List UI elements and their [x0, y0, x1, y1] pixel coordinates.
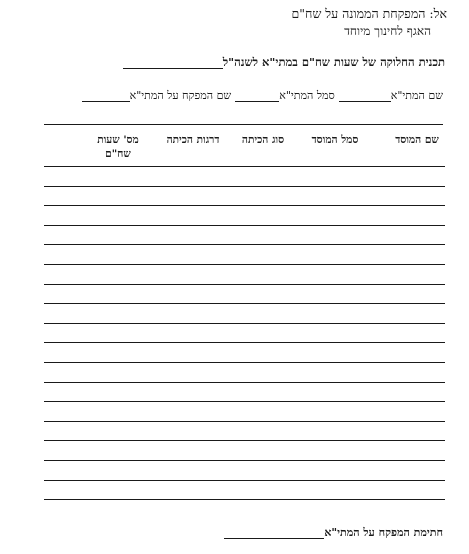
form-title-text: תכנית החלוקה של שעות שח"ם במתי"א לשנה"ל: [222, 55, 445, 69]
recipient-line: אל: המפקחת הממונה על שח"ם: [291, 6, 447, 21]
column-hours-count: [95, 133, 141, 161]
table-row[interactable]: [44, 303, 445, 304]
column-class-grades: דרגות הכיתה: [166, 134, 220, 146]
signature-label: חתימת המפקח על המתי"א: [324, 526, 443, 539]
mati-code-label: סמל המתי"א: [279, 89, 335, 102]
table-row[interactable]: [44, 264, 445, 265]
table-row[interactable]: [44, 480, 445, 481]
department-line: האגף לחינוך מיוחד: [344, 24, 431, 38]
table-top-divider: [44, 124, 443, 125]
mati-name-label: שם המתי"א: [390, 89, 443, 102]
table-row[interactable]: [44, 421, 445, 422]
mati-code-field[interactable]: [235, 90, 279, 102]
column-class-type: סוג הכיתה: [241, 134, 285, 146]
table-row[interactable]: [44, 362, 445, 363]
column-hours-count-text: מס' שעות שח"ם: [97, 134, 139, 160]
column-institution-code: סמל המוסד: [311, 134, 359, 146]
table-row[interactable]: [44, 440, 445, 441]
school-year-field[interactable]: [123, 57, 223, 69]
table-row[interactable]: [44, 284, 445, 285]
table-row[interactable]: [44, 166, 445, 167]
signature-row: [224, 526, 443, 539]
table-row[interactable]: [44, 244, 445, 245]
column-institution-name: שם המוסד: [395, 134, 439, 146]
table-row[interactable]: [44, 342, 445, 343]
table-row[interactable]: [44, 205, 445, 206]
form-title: [123, 55, 445, 69]
mati-name-field[interactable]: [339, 90, 391, 102]
table-row[interactable]: [44, 323, 445, 324]
table-row[interactable]: [44, 382, 445, 383]
mati-supervisor-label: שם המפקח על המתי"א: [129, 89, 232, 102]
mati-supervisor-field[interactable]: [82, 90, 130, 102]
mati-details-row: [82, 89, 443, 102]
table-row[interactable]: [44, 460, 445, 461]
table-row[interactable]: [44, 186, 445, 187]
signature-field[interactable]: [224, 527, 324, 539]
table-row[interactable]: [44, 499, 445, 500]
table-row[interactable]: [44, 225, 445, 226]
table-row[interactable]: [44, 401, 445, 402]
